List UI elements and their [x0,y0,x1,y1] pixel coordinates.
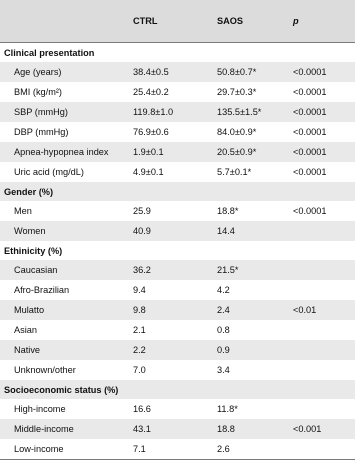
row-label: Men [0,201,133,221]
cell-saos: 11.8* [217,399,293,419]
row-label: Age (years) [0,62,133,82]
cell-saos: 18.8* [217,201,293,221]
section-header-row [0,43,355,63]
cell-p-value [293,439,355,460]
cell-saos: 0.9 [217,340,293,360]
row-label: Mulatto [0,300,133,320]
cell-ctrl: 2.2 [133,340,217,360]
header-p-value: p [293,0,355,43]
section-header-row [0,182,355,201]
row-label: Middle-income [0,419,133,439]
cell-saos: 18.8 [217,419,293,439]
row-label: Uric acid (mg/dL) [0,162,133,182]
cell-ctrl: 4.9±0.1 [133,162,217,182]
cell-p-value: <0.0001 [293,122,355,142]
row-label: Apnea-hypopnea index [0,142,133,162]
cell-p-value: <0.01 [293,300,355,320]
table-row [0,102,355,122]
table-row [0,300,355,320]
cell-p-value [293,221,355,241]
section-title: Socioeconomic status (%) [0,380,355,399]
table-row [0,320,355,340]
cell-p-value [293,340,355,360]
table-row [0,142,355,162]
cell-ctrl: 7.0 [133,360,217,380]
cell-ctrl: 43.1 [133,419,217,439]
cell-ctrl: 25.9 [133,201,217,221]
cell-ctrl: 7.1 [133,439,217,460]
table-row [0,360,355,380]
cell-p-value: <0.0001 [293,82,355,102]
table-row [0,201,355,221]
header-empty [0,0,133,43]
row-label: Afro-Brazilian [0,280,133,300]
row-label: Asian [0,320,133,340]
cell-p-value: <0.0001 [293,162,355,182]
table-row [0,399,355,419]
cell-p-value: <0.0001 [293,201,355,221]
cell-ctrl: 9.4 [133,280,217,300]
cell-ctrl: 1.9±0.1 [133,142,217,162]
cell-saos: 14.4 [217,221,293,241]
cell-p-value [293,360,355,380]
section-header-row [0,380,355,399]
cell-ctrl: 119.8±1.0 [133,102,217,122]
section-title: Ethinicity (%) [0,241,355,260]
row-label: DBP (mmHg) [0,122,133,142]
cell-saos: 0.8 [217,320,293,340]
cell-ctrl: 36.2 [133,260,217,280]
table-row [0,439,355,460]
cell-ctrl: 2.1 [133,320,217,340]
cell-ctrl: 40.9 [133,221,217,241]
cell-saos: 3.4 [217,360,293,380]
cell-p-value: <0.0001 [293,102,355,122]
row-label: Low-income [0,439,133,460]
cell-saos: 135.5±1.5* [217,102,293,122]
cell-saos: 2.6 [217,439,293,460]
cell-saos: 2.4 [217,300,293,320]
row-label: SBP (mmHg) [0,102,133,122]
table-header-row [0,0,355,43]
cell-saos: 5.7±0.1* [217,162,293,182]
table-row [0,260,355,280]
cell-p-value [293,320,355,340]
cell-ctrl: 76.9±0.6 [133,122,217,142]
table-row [0,419,355,439]
table-row [0,280,355,300]
cell-saos: 29.7±0.3* [217,82,293,102]
table-row [0,162,355,182]
cell-saos: 20.5±0.9* [217,142,293,162]
header-ctrl: CTRL [133,0,217,43]
row-label: Native [0,340,133,360]
cell-ctrl: 38.4±0.5 [133,62,217,82]
cell-saos: 50.8±0.7* [217,62,293,82]
cell-p-value [293,399,355,419]
table-row [0,82,355,102]
cell-p-value: <0.0001 [293,62,355,82]
section-title: Clinical presentation [0,43,355,63]
cell-ctrl: 16.6 [133,399,217,419]
cell-p-value: <0.0001 [293,142,355,162]
table-row [0,122,355,142]
cell-ctrl: 25.4±0.2 [133,82,217,102]
row-label: Caucasian [0,260,133,280]
cell-p-value: <0.001 [293,419,355,439]
row-label: BMI (kg/m²) [0,82,133,102]
cell-p-value [293,280,355,300]
header-saos: SAOS [217,0,293,43]
table-body [0,43,355,460]
cell-saos: 4.2 [217,280,293,300]
section-header-row [0,241,355,260]
row-label: Women [0,221,133,241]
cell-saos: 21.5* [217,260,293,280]
row-label: High-income [0,399,133,419]
row-label: Unknown/other [0,360,133,380]
cell-p-value [293,260,355,280]
table-row [0,340,355,360]
cell-saos: 84.0±0.9* [217,122,293,142]
table-row [0,62,355,82]
cell-ctrl: 9.8 [133,300,217,320]
section-title: Gender (%) [0,182,355,201]
table-row [0,221,355,241]
